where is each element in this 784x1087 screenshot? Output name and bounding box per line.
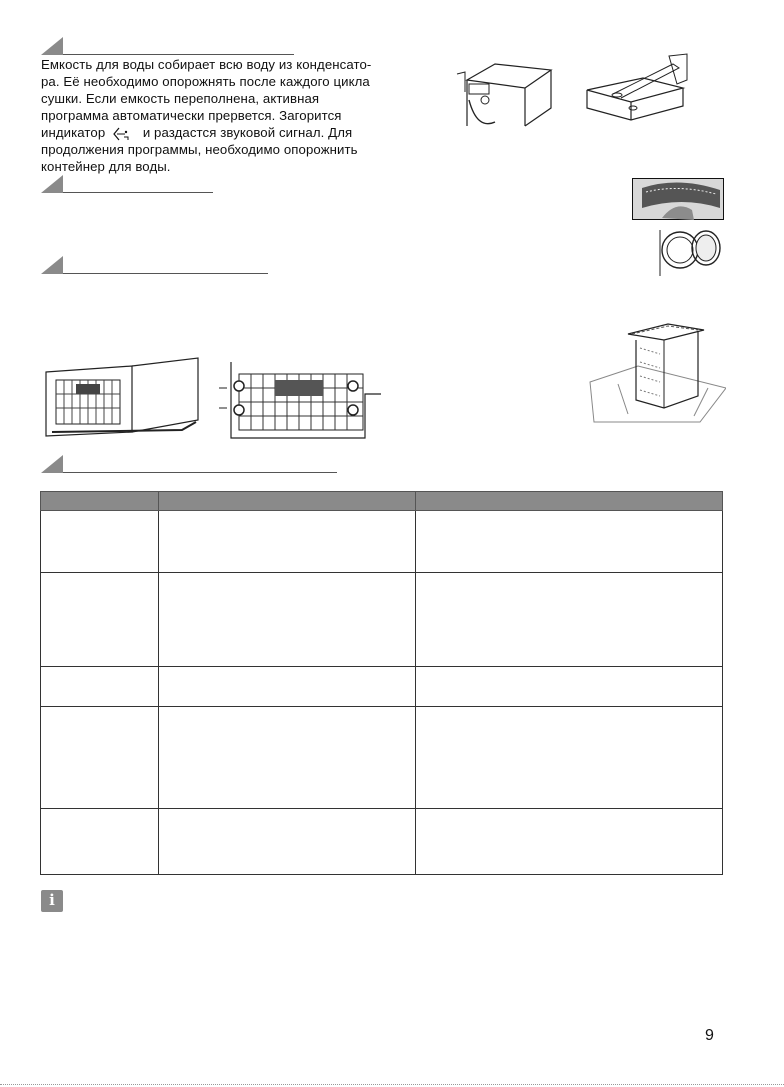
- table-row: [41, 511, 723, 573]
- filter-cleaning-illustration: [588, 318, 726, 424]
- table-cell: [41, 707, 159, 809]
- table-cell: [41, 511, 159, 573]
- table-cell: [416, 667, 723, 707]
- table-header-cell-1: [41, 492, 159, 511]
- table-cell: [159, 809, 416, 875]
- table-cell: [416, 707, 723, 809]
- table-cell: [159, 573, 416, 667]
- table-header-cell-2: [159, 492, 416, 511]
- table-cell: [159, 707, 416, 809]
- dryer-container-illustration: [455, 60, 555, 130]
- table-cell: [416, 809, 723, 875]
- table-row: [41, 707, 723, 809]
- filter-schematic-illustration: [215, 358, 383, 442]
- filter-housing-illustration: [42, 354, 202, 440]
- table-row: [41, 809, 723, 875]
- para-line-6: продолжения программы, необходимо опорожнить: [41, 142, 358, 157]
- para-line-2: ра. Её необходимо опорожнять после каждого цикла: [41, 74, 370, 89]
- table-cell: [159, 511, 416, 573]
- section-header-3: [41, 256, 268, 274]
- para-line-3: сушки. Если емкость переполнена, активная: [41, 91, 320, 106]
- info-icon: i: [41, 890, 63, 912]
- para-line-7: контейнер для воды.: [41, 159, 171, 174]
- table-row: [41, 573, 723, 667]
- water-container-paragraph: [41, 56, 391, 175]
- table-header-row: [41, 492, 723, 511]
- table-header-cell-3: [416, 492, 723, 511]
- table-cell: [416, 511, 723, 573]
- para-line-4: программа автоматически прервется. Загорится: [41, 108, 342, 123]
- troubleshooting-table: [40, 491, 723, 875]
- section-header-2: [41, 175, 213, 193]
- page-number: 9: [705, 1027, 714, 1044]
- para-line-5-start: индикатор: [41, 125, 106, 140]
- table-cell: [41, 573, 159, 667]
- para-line-1: Емкость для воды собирает всю воду из конденсато-: [41, 57, 372, 72]
- para-line-5-end: и раздастся звуковой сигнал. Для: [142, 125, 353, 140]
- section-header-water-container: [41, 37, 294, 55]
- table-cell: [159, 667, 416, 707]
- table-row: [41, 667, 723, 707]
- table-cell: [41, 667, 159, 707]
- open-door-illustration: [656, 226, 724, 278]
- table-cell: [416, 573, 723, 667]
- table-cell: [41, 809, 159, 875]
- water-container-indicator-icon: [113, 127, 131, 141]
- section-header-4: [41, 455, 337, 473]
- water-container-illustration: [583, 50, 693, 125]
- para-line-5: [41, 124, 391, 141]
- door-filter-photo: [632, 178, 724, 220]
